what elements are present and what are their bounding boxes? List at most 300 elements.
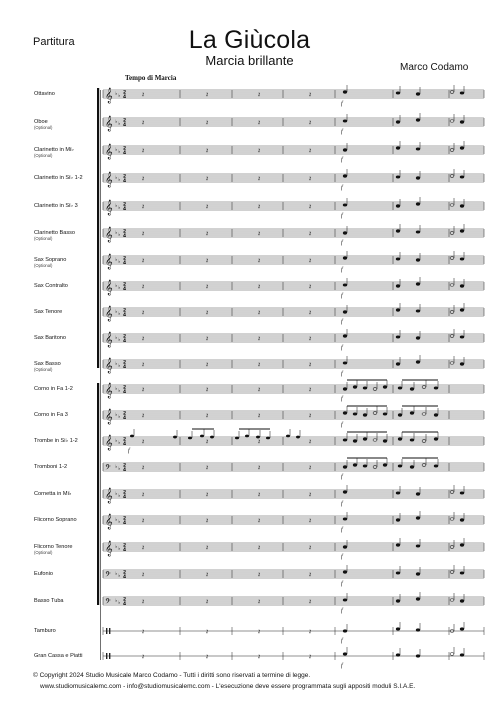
rest-icon: 𝄽: [309, 464, 312, 472]
instrument-optional-note: (Optional): [34, 367, 53, 373]
note-head: [416, 310, 420, 313]
note-head: [460, 92, 464, 95]
note-head: [416, 231, 420, 234]
note-head: [266, 437, 270, 440]
rest-icon: 𝄽: [142, 91, 145, 99]
treble-clef-icon: 𝄞: [105, 144, 113, 160]
note-head: [343, 546, 347, 549]
bass-clef-icon: 𝄢: [105, 571, 111, 581]
rest-icon: 𝄽: [142, 257, 145, 265]
rest-icon: 𝄽: [309, 147, 312, 155]
time-signature: 4: [123, 365, 127, 370]
note-head: [363, 414, 367, 417]
bass-clef-icon: 𝄢: [105, 464, 111, 474]
note-head: [416, 493, 420, 496]
rest-icon: 𝄽: [309, 335, 312, 343]
note-head: [396, 363, 400, 366]
instrument-name: Cornetta in Mi♭: [34, 491, 72, 497]
rest-icon: 𝄽: [309, 412, 312, 420]
note-head: [460, 121, 464, 124]
note-head: [416, 337, 420, 340]
rest-icon: 𝄽: [309, 230, 312, 238]
note-head: [396, 309, 400, 312]
time-signature: 4: [123, 313, 127, 318]
flat-icon: ♭: [118, 440, 121, 446]
bass-clef-icon: 𝄢: [105, 598, 111, 608]
flat-icon: ♭: [115, 203, 118, 209]
note-head: [416, 119, 420, 122]
dynamic-mark: f: [341, 371, 343, 377]
note-head: [398, 414, 402, 417]
flat-icon: ♭: [115, 91, 118, 97]
flat-icon: ♭: [118, 205, 121, 211]
flat-icon: ♭: [115, 147, 118, 153]
rest-icon: 𝄽: [309, 653, 312, 661]
rest-icon: 𝄽: [206, 175, 209, 183]
note-head: [343, 630, 347, 633]
note-head: [343, 284, 347, 287]
rest-icon: 𝄽: [206, 386, 209, 394]
note-head: [343, 388, 347, 391]
rest-icon: 𝄽: [309, 119, 312, 127]
note-head: [460, 205, 464, 208]
rest-icon: 𝄽: [142, 119, 145, 127]
flat-icon: ♭: [118, 363, 121, 369]
instrument-name: Flicorno Soprano: [34, 517, 77, 523]
rest-icon: 𝄽: [206, 283, 209, 291]
rest-icon: 𝄽: [142, 361, 145, 369]
time-signature: 2: [123, 490, 127, 496]
rest-icon: 𝄽: [258, 335, 261, 343]
instrument-name: Tromboni 1-2: [34, 464, 68, 470]
treble-clef-icon: 𝄞: [105, 280, 113, 296]
note-head: [410, 412, 414, 415]
note-head: [343, 599, 347, 602]
note-head: [416, 283, 420, 286]
time-signature: 4: [123, 442, 127, 447]
note-head: [460, 628, 464, 631]
flat-icon: ♭: [118, 311, 121, 317]
instrument-name: Sax Tenore: [34, 309, 63, 315]
instrument-name: Clarinetto Basso: [34, 230, 76, 236]
note-head: [383, 440, 387, 443]
flat-icon: ♭: [118, 232, 121, 238]
flat-icon: ♭: [115, 361, 118, 367]
flat-icon: ♭: [115, 598, 118, 604]
percussion-clef-icon: [109, 653, 110, 659]
time-signature: 2: [123, 463, 127, 469]
flat-icon: ♭: [118, 414, 121, 420]
composer-name: Marco Codamo: [400, 62, 469, 73]
rest-icon: 𝄽: [309, 628, 312, 636]
dynamic-mark: f: [341, 396, 343, 402]
note-head: [398, 438, 402, 441]
instrument-optional-note: (Optional): [34, 550, 53, 556]
note-head: [343, 518, 347, 521]
note-head: [200, 435, 204, 438]
note-head: [343, 257, 347, 260]
rest-icon: 𝄽: [258, 257, 261, 265]
rest-icon: 𝄽: [206, 335, 209, 343]
rest-icon: 𝄽: [309, 361, 312, 369]
note-head: [173, 436, 177, 439]
note-head: [416, 259, 420, 262]
note-head: [343, 149, 347, 152]
flat-icon: ♭: [118, 177, 121, 183]
note-head: [363, 465, 367, 468]
rest-icon: 𝄽: [142, 571, 145, 579]
instrument-name: Tamburo: [34, 628, 56, 634]
flat-icon: ♭: [115, 464, 118, 470]
time-signature: 4: [123, 575, 127, 580]
treble-clef-icon: 𝄞: [105, 254, 113, 270]
dynamic-mark: f: [341, 319, 343, 325]
note-head: [460, 544, 464, 547]
treble-clef-icon: 𝄞: [105, 200, 113, 216]
rest-icon: 𝄽: [309, 571, 312, 579]
footer-contacts: www.studiomusicalemc.com - info@studiomusicalemc.com - L'esecuzione deve essere programmata sugli appositi moduli S.I.A.E.: [40, 683, 416, 690]
note-head: [343, 204, 347, 207]
note-head: [416, 177, 420, 180]
instrument-name: Clarinetto in Si♭ 3: [34, 203, 78, 209]
dynamic-mark: f: [341, 293, 343, 299]
note-head: [410, 388, 414, 391]
note-head: [343, 466, 347, 469]
note-head: [396, 654, 400, 657]
rest-icon: 𝄽: [206, 491, 209, 499]
flat-icon: ♭: [115, 571, 118, 577]
instrument-name: Trombe in Si♭ 1-2: [34, 438, 78, 444]
rest-icon: 𝄽: [142, 628, 145, 636]
note-head: [396, 176, 400, 179]
rest-icon: 𝄽: [309, 491, 312, 499]
note-head: [396, 205, 400, 208]
rest-icon: 𝄽: [258, 653, 261, 661]
time-signature: 4: [123, 123, 127, 128]
rest-icon: 𝄽: [258, 412, 261, 420]
instrument-name: Oboe: [34, 119, 48, 125]
note-head: [343, 311, 347, 314]
rest-icon: 𝄽: [309, 175, 312, 183]
note-head: [434, 414, 438, 417]
rest-icon: 𝄽: [258, 283, 261, 291]
rest-icon: 𝄽: [309, 203, 312, 211]
note-head: [460, 147, 464, 150]
note-head: [188, 437, 192, 440]
rest-icon: 𝄽: [142, 653, 145, 661]
note-head: [396, 519, 400, 522]
rest-icon: 𝄽: [142, 438, 145, 446]
note-head: [416, 517, 420, 520]
footer-copyright: © Copyright 2024 Studio Musicale Marco Codamo - Tutti i diritti sono riservati a termine di legge.: [33, 672, 311, 679]
percussion-clef-icon: [106, 628, 107, 634]
treble-clef-icon: 𝄞: [105, 306, 113, 322]
rest-icon: 𝄽: [206, 464, 209, 472]
note-head: [460, 285, 464, 288]
note-head: [343, 653, 347, 656]
time-signature: 2: [123, 90, 127, 96]
dynamic-mark: f: [341, 474, 343, 480]
time-signature: 4: [123, 468, 127, 473]
instrument-name: Ottavino: [34, 91, 55, 97]
flat-icon: ♭: [118, 285, 121, 291]
flat-icon: ♭: [115, 544, 118, 550]
rest-icon: 𝄽: [309, 438, 312, 446]
time-signature: 4: [123, 339, 127, 344]
note-head: [363, 438, 367, 441]
note-head: [396, 492, 400, 495]
time-signature: 4: [123, 602, 127, 607]
instrument-optional-note: (Optional): [34, 153, 53, 159]
rest-icon: 𝄽: [206, 628, 209, 636]
note-head: [343, 232, 347, 235]
rest-icon: 𝄽: [206, 309, 209, 317]
rest-icon: 𝄽: [258, 119, 261, 127]
note-head: [353, 440, 357, 443]
flat-icon: ♭: [118, 466, 121, 472]
time-signature: 2: [123, 146, 127, 152]
flat-icon: ♭: [115, 257, 118, 263]
rest-icon: 𝄽: [206, 147, 209, 155]
dynamic-mark: f: [341, 345, 343, 351]
dynamic-mark: f: [341, 554, 343, 560]
note-head: [343, 491, 347, 494]
flat-icon: ♭: [118, 149, 121, 155]
dynamic-mark: f: [341, 638, 343, 644]
rest-icon: 𝄽: [142, 283, 145, 291]
time-signature: 2: [123, 385, 127, 391]
note-head: [396, 92, 400, 95]
rest-icon: 𝄽: [309, 283, 312, 291]
flat-icon: ♭: [115, 386, 118, 392]
note-head: [296, 436, 300, 439]
woodwind-bracket: [97, 88, 99, 368]
note-head: [416, 573, 420, 576]
rest-icon: 𝄽: [142, 544, 145, 552]
note-head: [343, 120, 347, 123]
note-head: [383, 464, 387, 467]
time-signature: 4: [123, 234, 127, 239]
time-signature: 2: [123, 308, 127, 314]
rest-icon: 𝄽: [206, 653, 209, 661]
time-signature: 2: [123, 411, 127, 417]
time-signature: 4: [123, 495, 127, 500]
note-head: [398, 465, 402, 468]
note-head: [460, 336, 464, 339]
note-head: [343, 335, 347, 338]
dynamic-mark: f: [341, 157, 343, 163]
instrument-optional-note: (Optional): [34, 263, 53, 269]
time-signature: 2: [123, 437, 127, 443]
flat-icon: ♭: [118, 337, 121, 343]
rest-icon: 𝄽: [206, 230, 209, 238]
time-signature: 4: [123, 179, 127, 184]
rest-icon: 𝄽: [258, 517, 261, 525]
note-head: [343, 91, 347, 94]
rest-icon: 𝄽: [258, 598, 261, 606]
flat-icon: ♭: [115, 283, 118, 289]
dynamic-mark: f: [341, 608, 343, 614]
rest-icon: 𝄽: [258, 628, 261, 636]
rest-icon: 𝄽: [142, 598, 145, 606]
instrument-name: Sax Baritono: [34, 335, 67, 341]
rest-icon: 𝄽: [258, 309, 261, 317]
treble-clef-icon: 𝄞: [105, 172, 113, 188]
brass-bracket: [97, 383, 99, 605]
treble-clef-icon: 𝄞: [105, 435, 113, 451]
rest-icon: 𝄽: [206, 91, 209, 99]
note-head: [396, 147, 400, 150]
rest-icon: 𝄽: [258, 438, 261, 446]
rest-icon: 𝄽: [258, 464, 261, 472]
treble-clef-icon: 𝄞: [105, 227, 113, 243]
rest-icon: 𝄽: [142, 464, 145, 472]
time-signature: 4: [123, 287, 127, 292]
note-head: [460, 258, 464, 261]
instrument-name: Sax Soprano: [34, 257, 67, 263]
rest-icon: 𝄽: [142, 203, 145, 211]
note-head: [383, 386, 387, 389]
flat-icon: ♭: [115, 412, 118, 418]
rest-icon: 𝄽: [206, 571, 209, 579]
dynamic-mark: f: [341, 213, 343, 219]
treble-clef-icon: 𝄞: [105, 383, 113, 399]
instrument-name: Clarinetto in Mi♭: [34, 147, 74, 153]
note-head: [434, 465, 438, 468]
dynamic-mark: f: [341, 240, 343, 246]
note-head: [460, 600, 464, 603]
treble-clef-icon: 𝄞: [105, 332, 113, 348]
dynamic-mark: f: [341, 129, 343, 135]
rest-icon: 𝄽: [142, 335, 145, 343]
treble-clef-icon: 𝄞: [105, 514, 113, 530]
note-head: [416, 545, 420, 548]
time-signature: 2: [123, 256, 127, 262]
time-signature: 4: [123, 151, 127, 156]
dynamic-mark: f: [341, 581, 343, 587]
rest-icon: 𝄽: [142, 517, 145, 525]
flat-icon: ♭: [118, 519, 121, 525]
flat-icon: ♭: [115, 119, 118, 125]
flat-icon: ♭: [115, 309, 118, 315]
time-signature: 2: [123, 118, 127, 124]
note-head: [353, 386, 357, 389]
percussion-clef-icon: [109, 628, 110, 634]
flat-icon: ♭: [115, 438, 118, 444]
note-head: [363, 387, 367, 390]
flat-icon: ♭: [118, 600, 121, 606]
time-signature: 2: [123, 597, 127, 603]
rest-icon: 𝄽: [309, 257, 312, 265]
rest-icon: 𝄽: [206, 412, 209, 420]
flat-icon: ♭: [118, 259, 121, 265]
note-head: [410, 466, 414, 469]
treble-clef-icon: 𝄞: [105, 409, 113, 425]
note-head: [410, 439, 414, 442]
rest-icon: 𝄽: [258, 203, 261, 211]
flat-icon: ♭: [118, 546, 121, 552]
time-signature: 2: [123, 282, 127, 288]
note-head: [416, 361, 420, 364]
rest-icon: 𝄽: [309, 598, 312, 606]
rest-icon: 𝄽: [206, 438, 209, 446]
time-signature: 4: [123, 548, 127, 553]
note-head: [396, 230, 400, 233]
piece-title: La Giùcola: [188, 26, 311, 54]
instrument-name: Flicorno Tenore: [34, 544, 73, 550]
note-head: [396, 544, 400, 547]
rest-icon: 𝄽: [142, 386, 145, 394]
instrument-optional-note: (Optional): [34, 125, 53, 131]
note-head: [343, 571, 347, 574]
note-head: [396, 285, 400, 288]
note-head: [396, 628, 400, 631]
note-head: [460, 654, 464, 657]
note-head: [460, 309, 464, 312]
time-signature: 2: [123, 543, 127, 549]
rest-icon: 𝄽: [142, 491, 145, 499]
time-signature: 4: [123, 416, 127, 421]
flat-icon: ♭: [118, 93, 121, 99]
note-head: [416, 655, 420, 658]
rest-icon: 𝄽: [206, 598, 209, 606]
treble-clef-icon: 𝄞: [105, 116, 113, 132]
note-head: [398, 387, 402, 390]
note-head: [343, 175, 347, 178]
flat-icon: ♭: [115, 517, 118, 523]
note-head: [460, 519, 464, 522]
percussion-clef-icon: [106, 653, 107, 659]
flat-icon: ♭: [118, 493, 121, 499]
instrument-name: Clarinetto in Si♭ 1-2: [34, 175, 83, 181]
note-head: [343, 412, 347, 415]
rest-icon: 𝄽: [309, 517, 312, 525]
time-signature: 2: [123, 360, 127, 366]
tempo-marking: Tempo di Marcia: [125, 74, 177, 82]
note-head: [383, 413, 387, 416]
note-head: [343, 439, 347, 442]
note-head: [434, 438, 438, 441]
note-head: [396, 121, 400, 124]
note-head: [416, 598, 420, 601]
rest-icon: 𝄽: [258, 571, 261, 579]
flat-icon: ♭: [118, 121, 121, 127]
note-head: [353, 413, 357, 416]
rest-icon: 𝄽: [206, 119, 209, 127]
note-head: [210, 436, 214, 439]
note-head: [460, 363, 464, 366]
time-signature: 4: [123, 207, 127, 212]
time-signature: 2: [123, 516, 127, 522]
rest-icon: 𝄽: [258, 361, 261, 369]
note-head: [256, 436, 260, 439]
rest-icon: 𝄽: [309, 544, 312, 552]
note-head: [416, 93, 420, 96]
note-head: [245, 435, 249, 438]
dynamic-mark: f: [341, 422, 343, 428]
time-signature: 2: [123, 202, 127, 208]
rest-icon: 𝄽: [206, 361, 209, 369]
rest-icon: 𝄽: [206, 517, 209, 525]
rest-icon: 𝄽: [142, 175, 145, 183]
time-signature: 2: [123, 334, 127, 340]
note-head: [286, 435, 290, 438]
treble-clef-icon: 𝄞: [105, 488, 113, 504]
note-head: [460, 176, 464, 179]
time-signature: 4: [123, 390, 127, 395]
rest-icon: 𝄽: [142, 230, 145, 238]
time-signature: 4: [123, 95, 127, 100]
